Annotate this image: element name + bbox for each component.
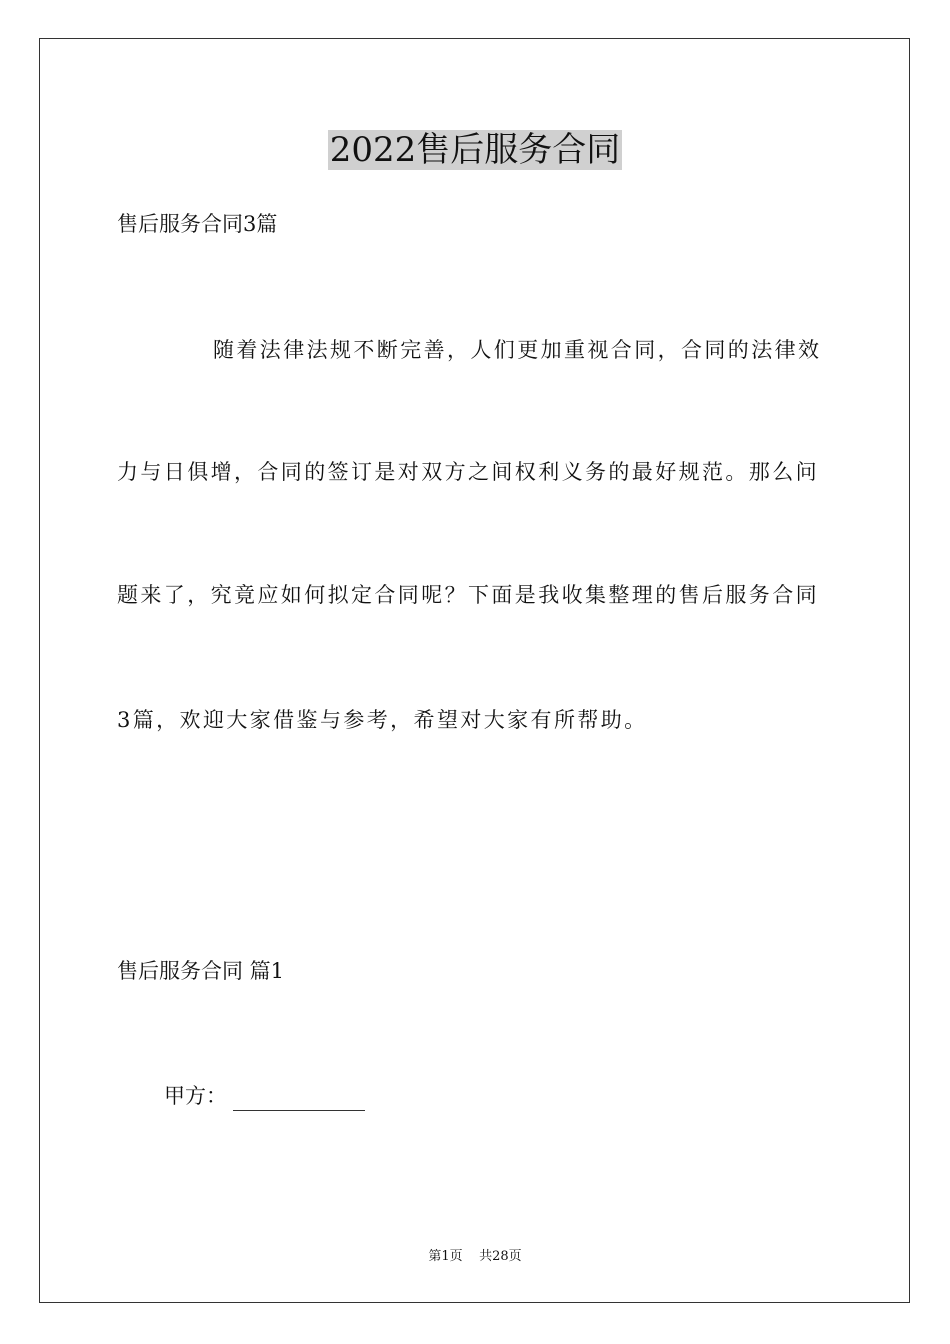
party-a-label: 甲方： — [164, 1084, 227, 1108]
party-a-field — [164, 1081, 365, 1111]
intro-paragraph-line-1: 随着法律法规不断完善，人们更加重视合同，合同的法律效 — [213, 338, 822, 362]
intro-paragraph-line-3: 题来了，究竟应如何拟定合同呢？下面是我收集整理的售后服务合同 — [117, 583, 819, 607]
intro-paragraph-line-4: 3篇，欢迎大家借鉴与参考，希望对大家有所帮助。 — [117, 708, 648, 732]
document-title-text: 2022售后服务合同 — [329, 130, 621, 170]
document-subtitle: 售后服务合同3篇 — [117, 212, 278, 236]
document-title — [0, 128, 950, 172]
section-heading: 售后服务合同 篇1 — [117, 959, 285, 983]
page-footer: 第1页 共28页 — [428, 1249, 522, 1264]
party-a-blank-line — [233, 1090, 365, 1111]
intro-paragraph-line-2: 力与日俱增，合同的签订是对双方之间权利义务的最好规范。那么问 — [117, 460, 819, 484]
